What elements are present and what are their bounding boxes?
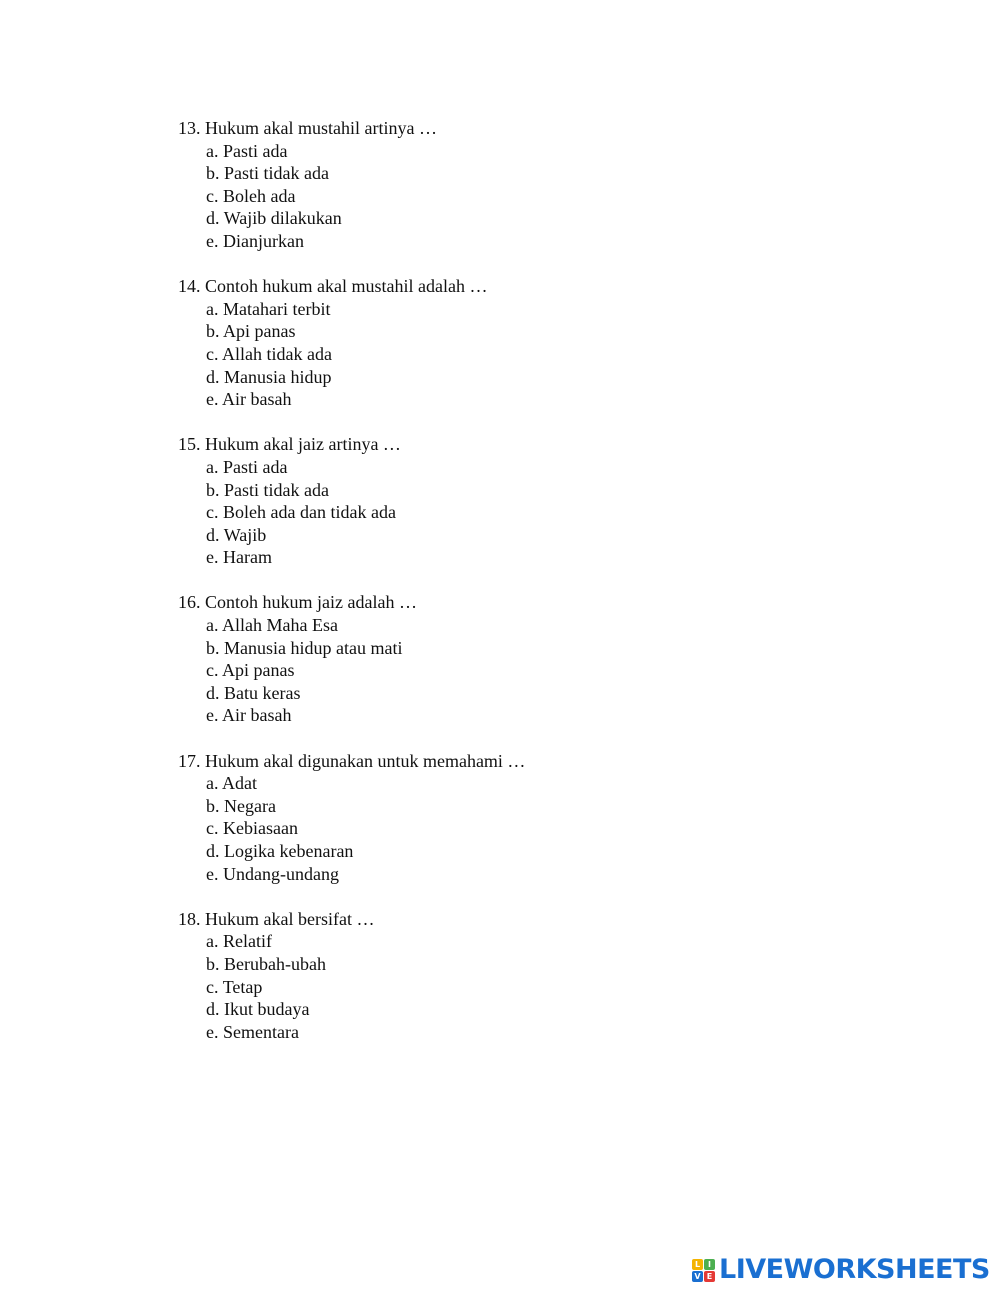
liveworksheets-logo [692, 1256, 990, 1284]
option-letter: a. [206, 140, 219, 161]
question-14 [178, 275, 878, 411]
option-letter: d. [206, 208, 220, 229]
option-letter: e. [206, 230, 219, 251]
option-letter: b. [206, 321, 220, 342]
question-number: 14. [178, 276, 201, 297]
option-letter: b. [206, 163, 220, 184]
question-stem [178, 750, 878, 773]
option-a[interactable] [178, 930, 878, 953]
question-number: 15. [178, 434, 201, 455]
option-letter: e. [206, 389, 219, 410]
option-d[interactable] [178, 682, 878, 705]
option-letter: b. [206, 637, 220, 658]
option-c[interactable] [178, 185, 878, 208]
option-e[interactable] [178, 230, 878, 253]
option-text: Batu keras [224, 682, 301, 703]
question-text: Contoh hukum akal mustahil adalah … [205, 276, 488, 297]
option-text: Pasti tidak ada [224, 479, 329, 500]
option-text: Api panas [222, 660, 295, 681]
option-text: Wajib [223, 524, 267, 545]
option-text: Haram [223, 547, 272, 568]
question-13 [178, 117, 878, 253]
option-letter: d. [206, 999, 220, 1020]
option-d[interactable] [178, 998, 878, 1021]
option-text: Tetap [222, 976, 263, 997]
mark-cell-l: L [692, 1259, 703, 1270]
option-letter: a. [206, 298, 219, 319]
mark-cell-i: I [704, 1259, 715, 1270]
option-b[interactable] [178, 953, 878, 976]
question-number: 18. [178, 908, 201, 929]
option-c[interactable] [178, 343, 878, 366]
option-a[interactable] [178, 298, 878, 321]
question-number: 13. [178, 118, 201, 138]
option-d[interactable] [178, 524, 878, 547]
option-letter: b. [206, 953, 220, 974]
option-letter: c. [206, 818, 219, 839]
question-stem [178, 591, 878, 614]
option-letter: e. [206, 547, 219, 568]
option-text: Dianjurkan [223, 230, 304, 251]
option-letter: d. [206, 841, 220, 861]
option-e[interactable] [178, 546, 878, 569]
option-d[interactable] [178, 366, 878, 389]
option-letter: d. [206, 524, 220, 545]
option-letter: c. [206, 502, 219, 523]
option-text: Wajib dilakukan [223, 208, 342, 229]
option-a[interactable] [178, 456, 878, 479]
question-stem [178, 908, 878, 931]
option-text: Kebiasaan [223, 818, 298, 839]
option-letter: c. [206, 976, 219, 997]
question-18 [178, 908, 878, 1044]
option-b[interactable] [178, 320, 878, 343]
option-letter: d. [206, 366, 220, 387]
option-text: Allah tidak ada [222, 343, 332, 364]
option-e[interactable] [178, 704, 878, 727]
question-text: Contoh hukum jaiz adalah … [205, 592, 417, 613]
option-d[interactable] [178, 207, 878, 230]
option-letter: c. [206, 660, 219, 681]
question-number: 17. [178, 750, 201, 771]
option-text: Berubah-ubah [224, 953, 326, 974]
option-text: Pasti ada [223, 140, 288, 161]
option-c[interactable] [178, 976, 878, 999]
option-text: Allah Maha Esa [222, 615, 338, 636]
option-b[interactable] [178, 637, 878, 660]
option-a[interactable] [178, 772, 878, 795]
question-stem [178, 275, 878, 298]
question-text: Hukum akal mustahil artinya … [205, 118, 437, 138]
option-b[interactable] [178, 795, 878, 818]
option-b[interactable] [178, 162, 878, 185]
option-letter: a. [206, 773, 219, 794]
option-text: Ikut budaya [224, 999, 310, 1020]
question-text: Hukum akal jaiz artinya … [205, 434, 401, 455]
option-c[interactable] [178, 659, 878, 682]
option-b[interactable] [178, 479, 878, 502]
question-17 [178, 750, 878, 886]
option-letter: e. [206, 1021, 219, 1042]
option-a[interactable] [178, 140, 878, 163]
option-text: Adat [222, 773, 258, 794]
option-text: Api panas [223, 321, 296, 342]
option-letter: e. [206, 863, 219, 884]
mark-cell-e: E [704, 1271, 715, 1282]
option-text: Boleh ada [223, 185, 296, 206]
option-text: Pasti tidak ada [224, 163, 329, 184]
question-16 [178, 591, 878, 727]
option-text: Air basah [222, 389, 292, 410]
mark-cell-v: V [692, 1271, 703, 1282]
option-text: Relatif [223, 931, 272, 952]
logo-wordmark: LIVEWORKSHEETS [719, 1254, 990, 1285]
question-stem [178, 117, 878, 140]
option-c[interactable] [178, 501, 878, 524]
option-a[interactable] [178, 614, 878, 637]
option-text: Sementara [223, 1021, 299, 1042]
question-stem [178, 433, 878, 456]
question-text: Hukum akal bersifat … [205, 908, 375, 929]
option-letter: c. [206, 343, 219, 364]
option-text: Negara [224, 795, 276, 816]
question-15 [178, 433, 878, 569]
option-c[interactable] [178, 817, 878, 840]
option-letter: b. [206, 479, 220, 500]
option-e[interactable] [178, 388, 878, 411]
option-text: Matahari terbit [223, 298, 331, 319]
question-number: 16. [178, 592, 201, 613]
option-text: Manusia hidup atau mati [224, 637, 403, 658]
option-e[interactable] [178, 863, 878, 886]
option-text: Logika kebenaran [224, 841, 354, 861]
option-letter: c. [206, 185, 219, 206]
option-letter: a. [206, 615, 219, 636]
option-letter: d. [206, 682, 220, 703]
option-letter: a. [206, 931, 219, 952]
liveworksheets-mark-icon [692, 1259, 715, 1282]
option-letter: a. [206, 456, 219, 477]
question-text: Hukum akal digunakan untuk memahami … [205, 750, 526, 771]
option-letter: e. [206, 705, 219, 726]
option-letter: b. [206, 795, 220, 816]
option-text: Boleh ada dan tidak ada [223, 502, 396, 523]
option-text: Manusia hidup [224, 366, 332, 387]
option-text: Pasti ada [223, 456, 288, 477]
option-text: Undang-undang [223, 863, 339, 884]
question-list [178, 117, 878, 1066]
option-d[interactable] [178, 840, 878, 863]
option-e[interactable] [178, 1021, 878, 1044]
option-text: Air basah [222, 705, 292, 726]
